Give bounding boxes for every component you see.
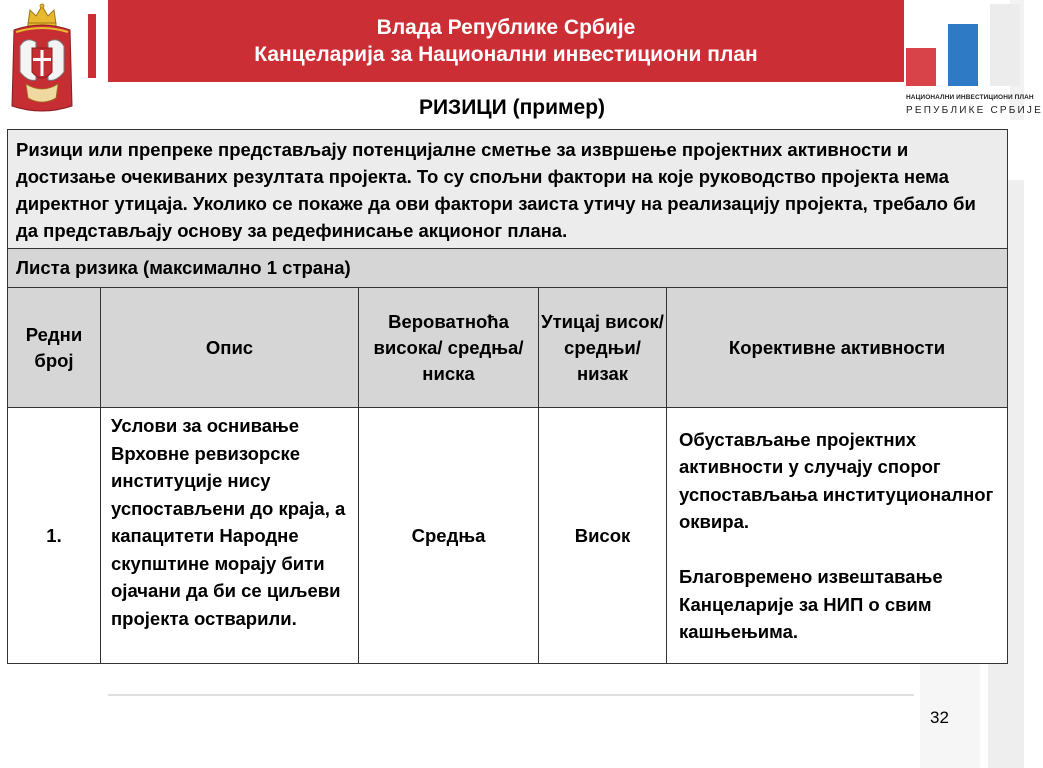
logo-bar-blue xyxy=(948,24,978,86)
header-corrective: Корективне активности xyxy=(667,288,1008,408)
header-line-2: Канцеларија за Национални инвестициони план xyxy=(254,43,758,66)
header-impact: Утицај висок/ средњи/ низак xyxy=(539,288,667,408)
header-number: Редни број xyxy=(8,288,101,408)
list-heading: Листа ризика (максимално 1 страна) xyxy=(8,249,1008,288)
page-title: РИЗИЦИ (пример) xyxy=(418,96,606,119)
table-row xyxy=(8,408,1008,664)
risk-table xyxy=(7,129,1008,664)
table-header-row xyxy=(8,288,1008,408)
intro-row xyxy=(8,130,1008,249)
spacer xyxy=(679,536,997,564)
row-corrective xyxy=(667,408,1008,664)
row-probability: Средња xyxy=(359,408,539,664)
logo-bar-gray xyxy=(990,4,1020,86)
header-description: Опис xyxy=(101,288,359,408)
page-number: 32 xyxy=(930,708,949,727)
logo-text-line-1: НАЦИОНАЛНИ ИНВЕСТИЦИОНИ ПЛАН xyxy=(906,94,1034,101)
bottom-divider xyxy=(108,694,914,696)
logo-text-line-2: РЕПУБЛИКЕ СРБИЈЕ xyxy=(906,105,1043,116)
row-impact: Висок xyxy=(539,408,667,664)
logo-bar-red xyxy=(906,48,936,86)
list-heading-row xyxy=(8,249,1008,288)
header-banner xyxy=(108,0,904,82)
row-number: 1. xyxy=(8,408,101,664)
intro-text: Ризици или препреке представљају потенцијалне сметње за извршење пројектних активности и достизање очекиваних резултата пројекта. То су спољни фактори на које руководство пројекта нема директног утицаја. Уколико се покаже да ови фактори заиста утичу на реализацију пројекта, требало би да представљају основу за редефинисање акционог плана. xyxy=(8,130,1008,249)
row-description: Услови за оснивање Врховне ревизорске институције нису успостављени до краја, а капацитети Народне скупштине морају бити ојачани да би се циљеви пројекта остварили. xyxy=(101,408,359,664)
header-line-1: Влада Републике Србије xyxy=(376,16,636,39)
corrective-activity-2: Благовремено извештавање Канцеларије за НИП о свим кашњењима. xyxy=(679,566,943,642)
corrective-activity-1: Обустављање пројектних активности у случају спорог успостављања институционалног оквира. xyxy=(679,428,994,532)
header-probability: Вероватноћа висока/ средња/ ниска xyxy=(359,288,539,408)
red-accent-bar xyxy=(88,14,96,78)
